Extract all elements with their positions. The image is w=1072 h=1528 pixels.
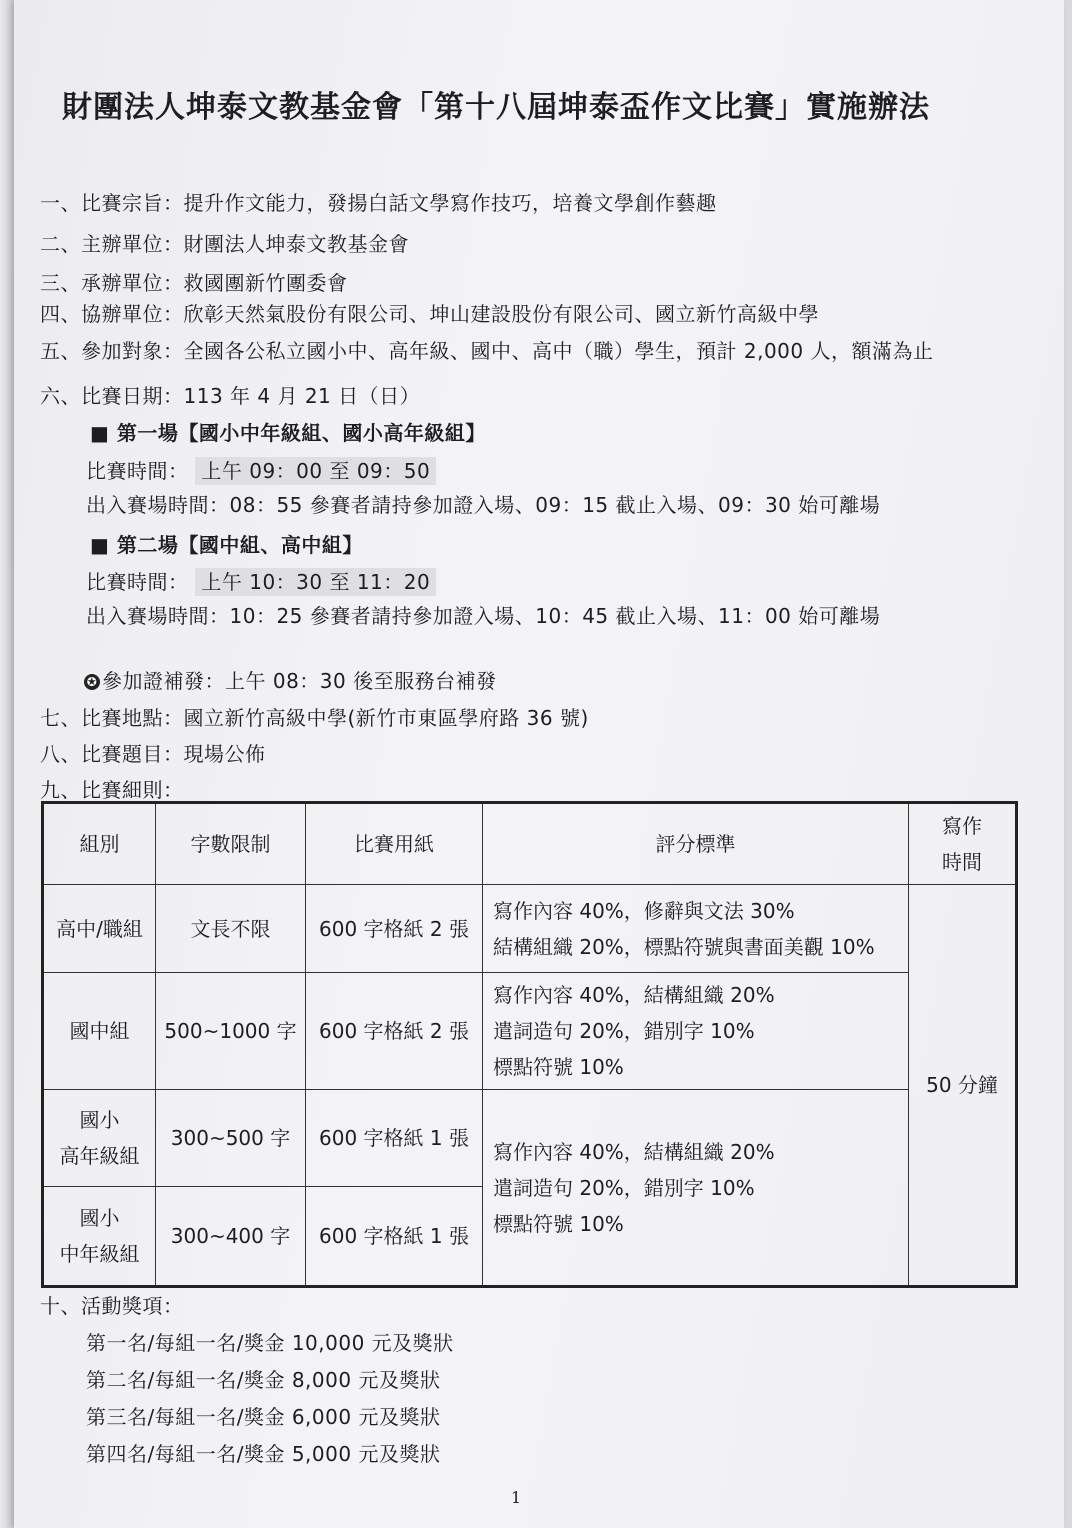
header-group: 組別	[43, 803, 156, 885]
star-circle-icon: ✪	[84, 674, 100, 690]
award-item: 第二名/每組一名/獎金 8,000 元及獎狀	[86, 1368, 441, 1392]
criteria-line: 遣詞造句 20%，錯別字 10%	[493, 1019, 755, 1043]
session1-time	[86, 455, 436, 484]
document-page	[14, 0, 1064, 1528]
row-group: 國中組	[43, 973, 156, 1090]
row-criteria	[483, 973, 909, 1090]
table-row	[43, 973, 1017, 1090]
table-header-row	[43, 803, 1017, 885]
section-topic: 八、比賽題目：現場公佈	[40, 742, 266, 766]
row-criteria	[483, 885, 909, 973]
row-word-limit: 300~400 字	[156, 1187, 306, 1287]
row-word-limit: 300~500 字	[156, 1090, 306, 1187]
session1-time-value: 上午 09：00 至 09：50	[195, 457, 436, 485]
row-group	[43, 1187, 156, 1287]
award-item: 第三名/每組一名/獎金 6,000 元及獎狀	[86, 1405, 441, 1429]
header-writing-time-line1: 寫作	[942, 814, 982, 838]
adjacent-page-edge	[0, 0, 14, 1528]
criteria-line: 寫作內容 40%，結構組織 20%	[493, 1139, 775, 1164]
session1-time-label: 比賽時間：	[86, 459, 189, 483]
header-criteria: 評分標準	[483, 803, 909, 885]
session2-heading: ■ 第二場【國中組、高中組】	[90, 533, 363, 557]
section-awards: 十、活動獎項：	[40, 1294, 184, 1318]
award-item: 第四名/每組一名/獎金 5,000 元及獎狀	[86, 1442, 441, 1466]
row-paper: 600 字格紙 1 張	[306, 1187, 483, 1287]
award-item: 第一名/每組一名/獎金 10,000 元及獎狀	[86, 1331, 454, 1355]
section-participants: 五、參加對象：全國各公私立國小中、高年級、國中、高中（職）學生，預計 2,000 人，額滿為止	[40, 339, 934, 363]
row-group-line1: 國小	[79, 1206, 120, 1230]
row-group: 高中/職組	[43, 885, 156, 973]
writing-time-cell: 50 分鐘	[909, 885, 1017, 1287]
session1-heading: ■ 第一場【國小中年級組、國小高年級組】	[90, 421, 486, 445]
header-writing-time	[909, 803, 1017, 885]
session1-entry: 出入賽場時間：08：55 參賽者請持參加證入場、09：15 截止入場、09：30 始可離場	[86, 493, 881, 517]
document-title: 財團法人坤泰文教基金會「第十八屆坤泰盃作文比賽」實施辦法	[62, 90, 930, 125]
row-word-limit: 500~1000 字	[156, 973, 306, 1090]
reissue-text: 參加證補發：上午 08：30 後至服務台補發	[102, 669, 497, 693]
session2-time-value: 上午 10：30 至 11：20	[195, 568, 436, 596]
row-paper: 600 字格紙 1 張	[306, 1090, 483, 1187]
row-group-line2: 高年級組	[59, 1144, 140, 1168]
session2-time-label: 比賽時間：	[86, 570, 189, 594]
page-number: 1	[511, 1488, 522, 1507]
section-co-organizer: 四、協辦單位：欣彰天然氣股份有限公司、坤山建設股份有限公司、國立新竹高級中學	[40, 302, 819, 326]
table-row	[43, 1090, 1017, 1187]
section-executor: 三、承辦單位：救國團新竹團委會	[40, 271, 348, 295]
header-word-limit: 字數限制	[156, 803, 306, 885]
section-venue: 七、比賽地點：國立新竹高級中學(新竹市東區學府路 36 號)	[40, 706, 589, 730]
criteria-line: 標點符號 10%	[493, 1211, 624, 1236]
row-group-line2: 中年級組	[59, 1242, 140, 1266]
row-paper: 600 字格紙 2 張	[306, 973, 483, 1090]
criteria-line: 遣詞造句 20%，錯別字 10%	[493, 1175, 755, 1200]
row-word-limit: 文長不限	[156, 885, 306, 973]
criteria-line: 寫作內容 40%，結構組織 20%	[493, 983, 775, 1007]
criteria-line: 結構組織 20%，標點符號與書面美觀 10%	[493, 934, 875, 959]
section-date: 六、比賽日期：113 年 4 月 21 日（日）	[40, 384, 421, 408]
rules-table	[41, 801, 1018, 1288]
section-organizer: 二、主辦單位：財團法人坤泰文教基金會	[40, 232, 409, 256]
header-writing-time-line2: 時間	[942, 850, 982, 874]
session2-time	[86, 566, 436, 595]
row-group	[43, 1090, 156, 1187]
row-paper: 600 字格紙 2 張	[306, 885, 483, 973]
criteria-line: 寫作內容 40%，修辭與文法 30%	[493, 898, 795, 923]
header-paper: 比賽用紙	[306, 803, 483, 885]
section-rules: 九、比賽細則：	[40, 778, 184, 802]
row-group-line1: 國小	[79, 1108, 120, 1132]
elementary-criteria	[483, 1090, 909, 1287]
session2-entry: 出入賽場時間：10：25 參賽者請持參加證入場、10：45 截止入場、11：00 始可離場	[86, 604, 881, 628]
section-purpose: 一、比賽宗旨：提升作文能力，發揚白話文學寫作技巧，培養文學創作藝趣	[40, 191, 717, 215]
reissue-note	[84, 665, 497, 694]
criteria-line: 標點符號 10%	[493, 1055, 624, 1079]
table-row	[43, 885, 1017, 973]
